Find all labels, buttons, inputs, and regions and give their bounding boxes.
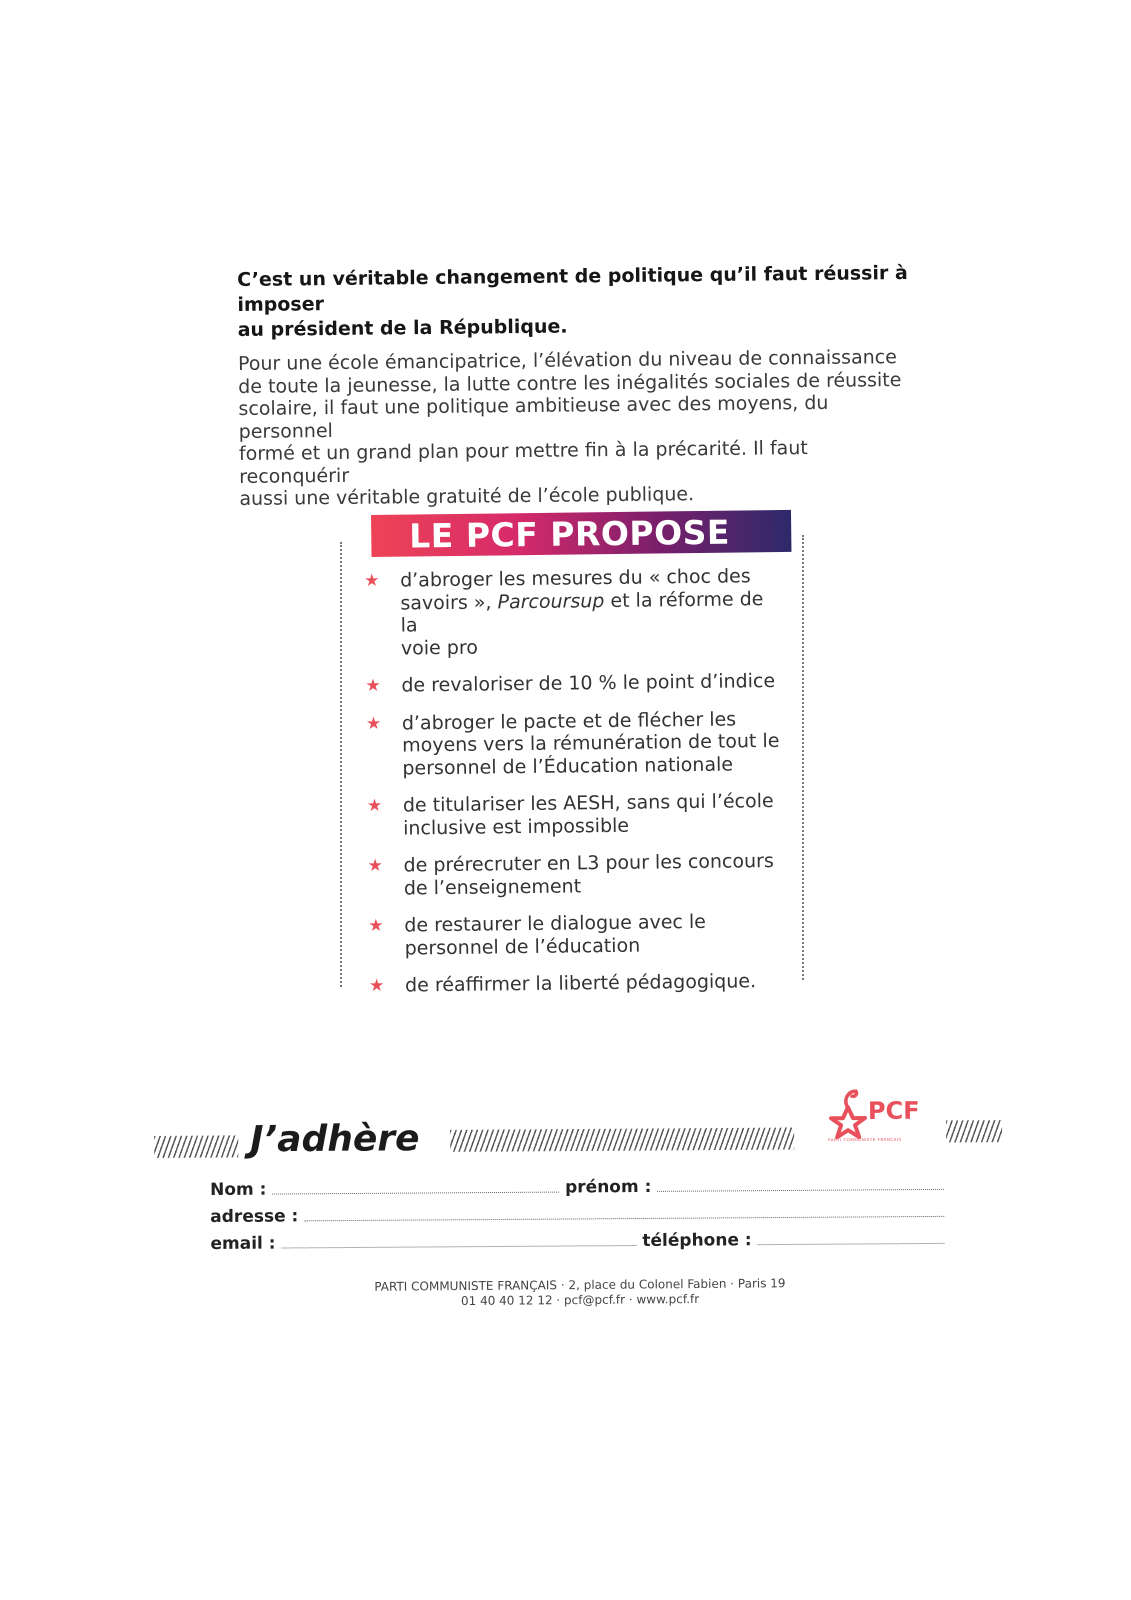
star-icon: ★ xyxy=(367,855,383,876)
star-icon: ★ xyxy=(368,915,384,936)
intro-body xyxy=(238,346,920,511)
list-item xyxy=(365,790,786,840)
proposal-line: moyens vers la rémunération de tout le xyxy=(402,729,780,757)
nom-field[interactable] xyxy=(272,1178,559,1195)
form-row-contact xyxy=(210,1229,950,1261)
intro-body-line: formé et un grand plan pour mettre fin à la précarité. Il faut reconquérir xyxy=(238,437,808,488)
intro-body-line: de toute la jeunesse, la lutte contre les inégalités sociales de réussite xyxy=(238,368,902,398)
adhesion-title: J’adhère xyxy=(250,1118,420,1161)
star-icon: ★ xyxy=(368,975,385,996)
star-icon: ★ xyxy=(365,675,381,696)
intro-body-line: scolaire, il faut une politique ambitieuse avec des moyens, du personnel xyxy=(238,391,829,443)
adhesion-header xyxy=(154,1096,1004,1173)
proposals-banner-text: LE PCF PROPOSE xyxy=(409,512,731,556)
proposal-line: de réaffirmer la liberté pédagogique. xyxy=(404,970,757,997)
proposal-line: savoirs », Parcoursup et la réforme de la xyxy=(400,587,764,637)
pcf-logo-text: PCF xyxy=(867,1096,920,1126)
list-item xyxy=(367,970,787,998)
telephone-field[interactable] xyxy=(758,1229,945,1245)
prenom-field[interactable] xyxy=(657,1175,944,1192)
adresse-field[interactable] xyxy=(304,1202,944,1221)
intro-heading xyxy=(237,261,918,343)
intro-section xyxy=(237,261,920,511)
hatch-decoration xyxy=(154,1135,238,1158)
telephone-label: téléphone : xyxy=(642,1230,752,1251)
intro-body-line: Pour une école émancipatrice, l’élévation du niveau de connaissance xyxy=(237,346,897,375)
hatch-decoration xyxy=(450,1128,794,1152)
proposal-line: de revaloriser de 10 % le point d’indice xyxy=(401,669,776,697)
email-label: email : xyxy=(210,1233,276,1254)
proposal-line: de prérecruter en L3 pour les concours xyxy=(403,849,774,877)
proposals-banner xyxy=(371,510,791,557)
proposal-line: voie pro xyxy=(400,636,479,660)
dotted-border-right xyxy=(802,535,804,980)
footer-contact: 01 40 40 12 12 · pcf@pcf.fr · www.pcf.fr xyxy=(460,1291,700,1309)
proposal-line: de restaurer le dialogue avec le xyxy=(404,910,707,937)
hatch-decoration xyxy=(946,1120,1002,1142)
list-item xyxy=(364,707,785,780)
pcf-logo xyxy=(820,1085,935,1156)
proposals-list xyxy=(362,565,787,1013)
footer xyxy=(370,1276,790,1310)
intro-heading-line-2: au président de la République. xyxy=(237,315,568,341)
proposal-line: d’abroger les mesures du « choc des xyxy=(399,565,751,592)
adhesion-form xyxy=(210,1175,951,1261)
list-item xyxy=(366,910,787,960)
intro-body-line: aussi une véritable gratuité de l’école publique. xyxy=(239,483,695,510)
proposal-line: personnel de l’éducation xyxy=(404,934,641,960)
list-item xyxy=(362,565,783,660)
proposal-line: d’abroger le pacte et de flécher les xyxy=(401,707,737,735)
dotted-border-left xyxy=(340,542,342,987)
email-field[interactable] xyxy=(281,1231,636,1248)
adresse-label: adresse : xyxy=(210,1206,299,1227)
pcf-logo-subtext: PARTI COMMUNISTE FRANÇAIS xyxy=(828,1136,902,1143)
nom-label: Nom : xyxy=(210,1179,267,1200)
list-item xyxy=(365,850,786,900)
star-icon: ★ xyxy=(365,713,382,734)
proposal-line: personnel de l’Éducation nationale xyxy=(402,752,734,780)
prenom-label: prénom : xyxy=(565,1176,652,1198)
star-icon: ★ xyxy=(366,795,383,816)
list-item xyxy=(363,670,783,698)
footer-address: PARTI COMMUNISTE FRANÇAIS · 2, place du Colonel Fabien · Paris 19 xyxy=(374,1276,786,1294)
intro-heading-line-1: C’est un véritable changement de politique qu’il faut réussir à imposer xyxy=(237,261,908,316)
proposal-line: inclusive est impossible xyxy=(403,814,630,840)
proposal-line: de l’enseignement xyxy=(403,874,582,900)
proposals-box xyxy=(340,512,820,997)
star-icon: ★ xyxy=(364,570,380,591)
proposal-line: de titulariser les AESH, sans qui l’école xyxy=(402,789,774,817)
